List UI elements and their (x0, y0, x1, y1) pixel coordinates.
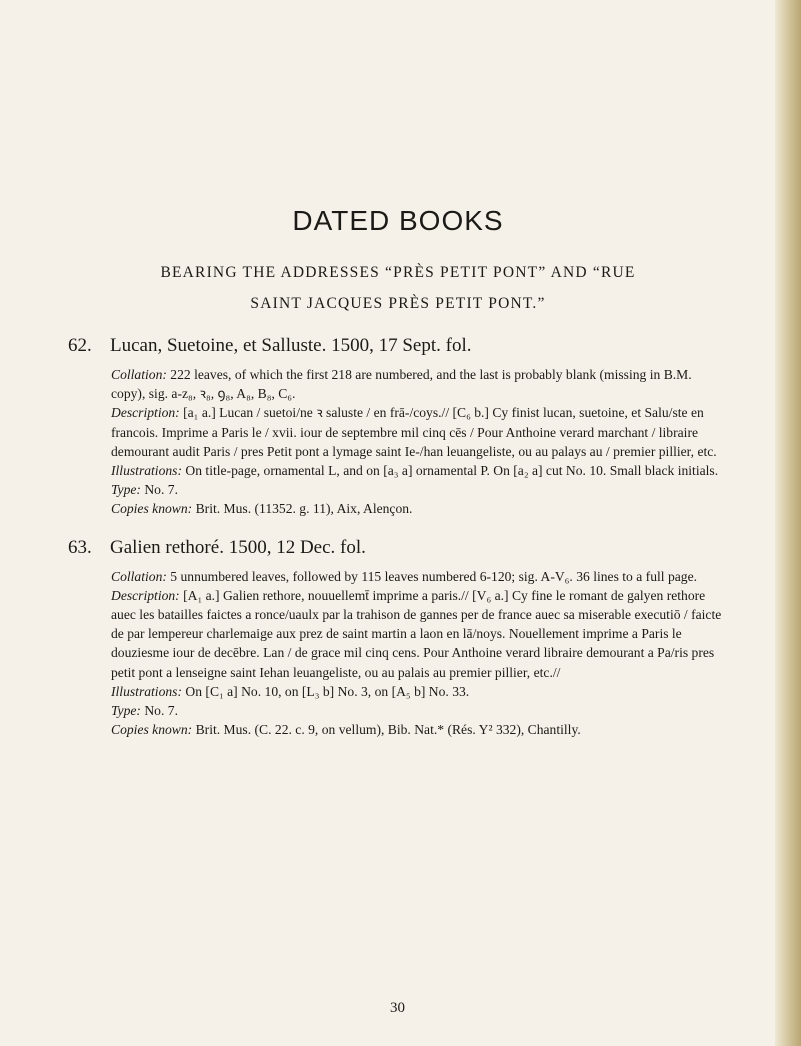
entry-heading (68, 537, 728, 559)
entry-number: 62. (68, 335, 92, 356)
illustrations-label: Illustrations: (111, 463, 182, 479)
illustrations-label: Illustrations: (111, 683, 182, 699)
copies-label: Copies known: (111, 722, 193, 738)
page-number: 30 (390, 1000, 405, 1016)
entry-title: Lucan, Suetoine, et Salluste. 1500, 17 Sept. fol. (110, 335, 472, 356)
page-subtitle (68, 257, 728, 319)
description-paragraph (111, 403, 728, 461)
collation-paragraph (111, 567, 728, 586)
description-paragraph (111, 586, 728, 682)
description-text: [A₁ a.] Galien rethore, nouuellemt̄ imprime a paris.// [V₆ a.] Cy fine le romant de galyen rethore auec les batailles faictes a ronce/uaulx par la trahison de gannes per de france auec sa miserable executiō / faicte de par lempereur charlemaige aux prez de saint martin a laon en lā/noys. Nouellement imprime a Paris le douziesme iour de decēbre. Lan / de grace mil cinq cens. Pour Anthoine verard libraire demourant a Pa/ris pres petit pont a lenseigne saint Iehan leuangeliste, ou au palais au premier pillier, etc.// (111, 587, 722, 680)
illustrations-paragraph (111, 682, 728, 701)
collation-label: Collation: (111, 568, 167, 584)
entry-body (68, 567, 728, 740)
collation-text: 222 leaves, of which the first 218 are numbered, and the last is probably blank (missing in B.M. copy), sig. a-z₈, ꝛ₈, ꝯ₈, A₈, B₈, C₆. (111, 367, 692, 402)
description-text: [a₁ a.] Lucan / suetoi/ne ꝛ saluste / en frā-/coys.// [C₆ b.] Cy finist lucan, suetoine, et Salu/ste en francois. Imprime a Paris le / xvii. iour de septembre mil cinq cēs / Pour Anthoine verard marchant / libraire demourant audit Paris / pres Petit pont a lymage saint Ie-/han leuangeliste, ou au palays au / premier pillier, etc. (111, 405, 717, 459)
page-edge-shadow (775, 0, 801, 1046)
collation-text: 5 unnumbered leaves, followed by 115 leaves numbered 6-120; sig. A-V₆. 36 lines to a full page. (170, 568, 698, 584)
entry-body (68, 365, 728, 519)
collation-paragraph (111, 365, 728, 403)
copies-paragraph (111, 720, 728, 739)
type-paragraph (111, 701, 728, 720)
illustrations-paragraph (111, 461, 728, 480)
illustrations-text: On [C₁ a] No. 10, on [L₃ b] No. 3, on [A₅ b] No. 33. (185, 683, 470, 699)
entry-62 (68, 335, 728, 519)
type-text: No. 7. (144, 482, 178, 498)
page-title: DATED BOOKS (292, 205, 504, 236)
description-label: Description: (111, 405, 180, 421)
copies-text: Brit. Mus. (C. 22. c. 9, on vellum), Bib. Nat.* (Rés. Y² 332), Chantilly. (195, 722, 581, 738)
subtitle-line-1: BEARING THE ADDRESSES “PRÈS PETIT PONT” AND “RUE (160, 264, 636, 281)
entry-63 (68, 537, 728, 740)
illustrations-text: On title-page, ornamental L, and on [a₃ a] ornamental P. On [a₂ a] cut No. 10. Small black initials. (185, 463, 719, 479)
copies-paragraph (111, 499, 728, 518)
type-label: Type: (111, 482, 141, 498)
type-label: Type: (111, 703, 141, 719)
type-paragraph (111, 480, 728, 499)
collation-label: Collation: (111, 367, 167, 382)
entry-number: 63. (68, 536, 92, 558)
subtitle-line-2: SAINT JACQUES PRÈS PETIT PONT.” (250, 295, 546, 312)
entry-title: Galien rethoré. 1500, 12 Dec. fol. (110, 536, 366, 558)
copies-label: Copies known: (111, 501, 193, 517)
type-text: No. 7. (144, 703, 178, 719)
page-content (68, 205, 728, 757)
description-label: Description: (111, 587, 180, 603)
copies-text: Brit. Mus. (11352. g. 11), Aix, Alençon. (195, 501, 413, 517)
entry-heading (68, 335, 728, 357)
